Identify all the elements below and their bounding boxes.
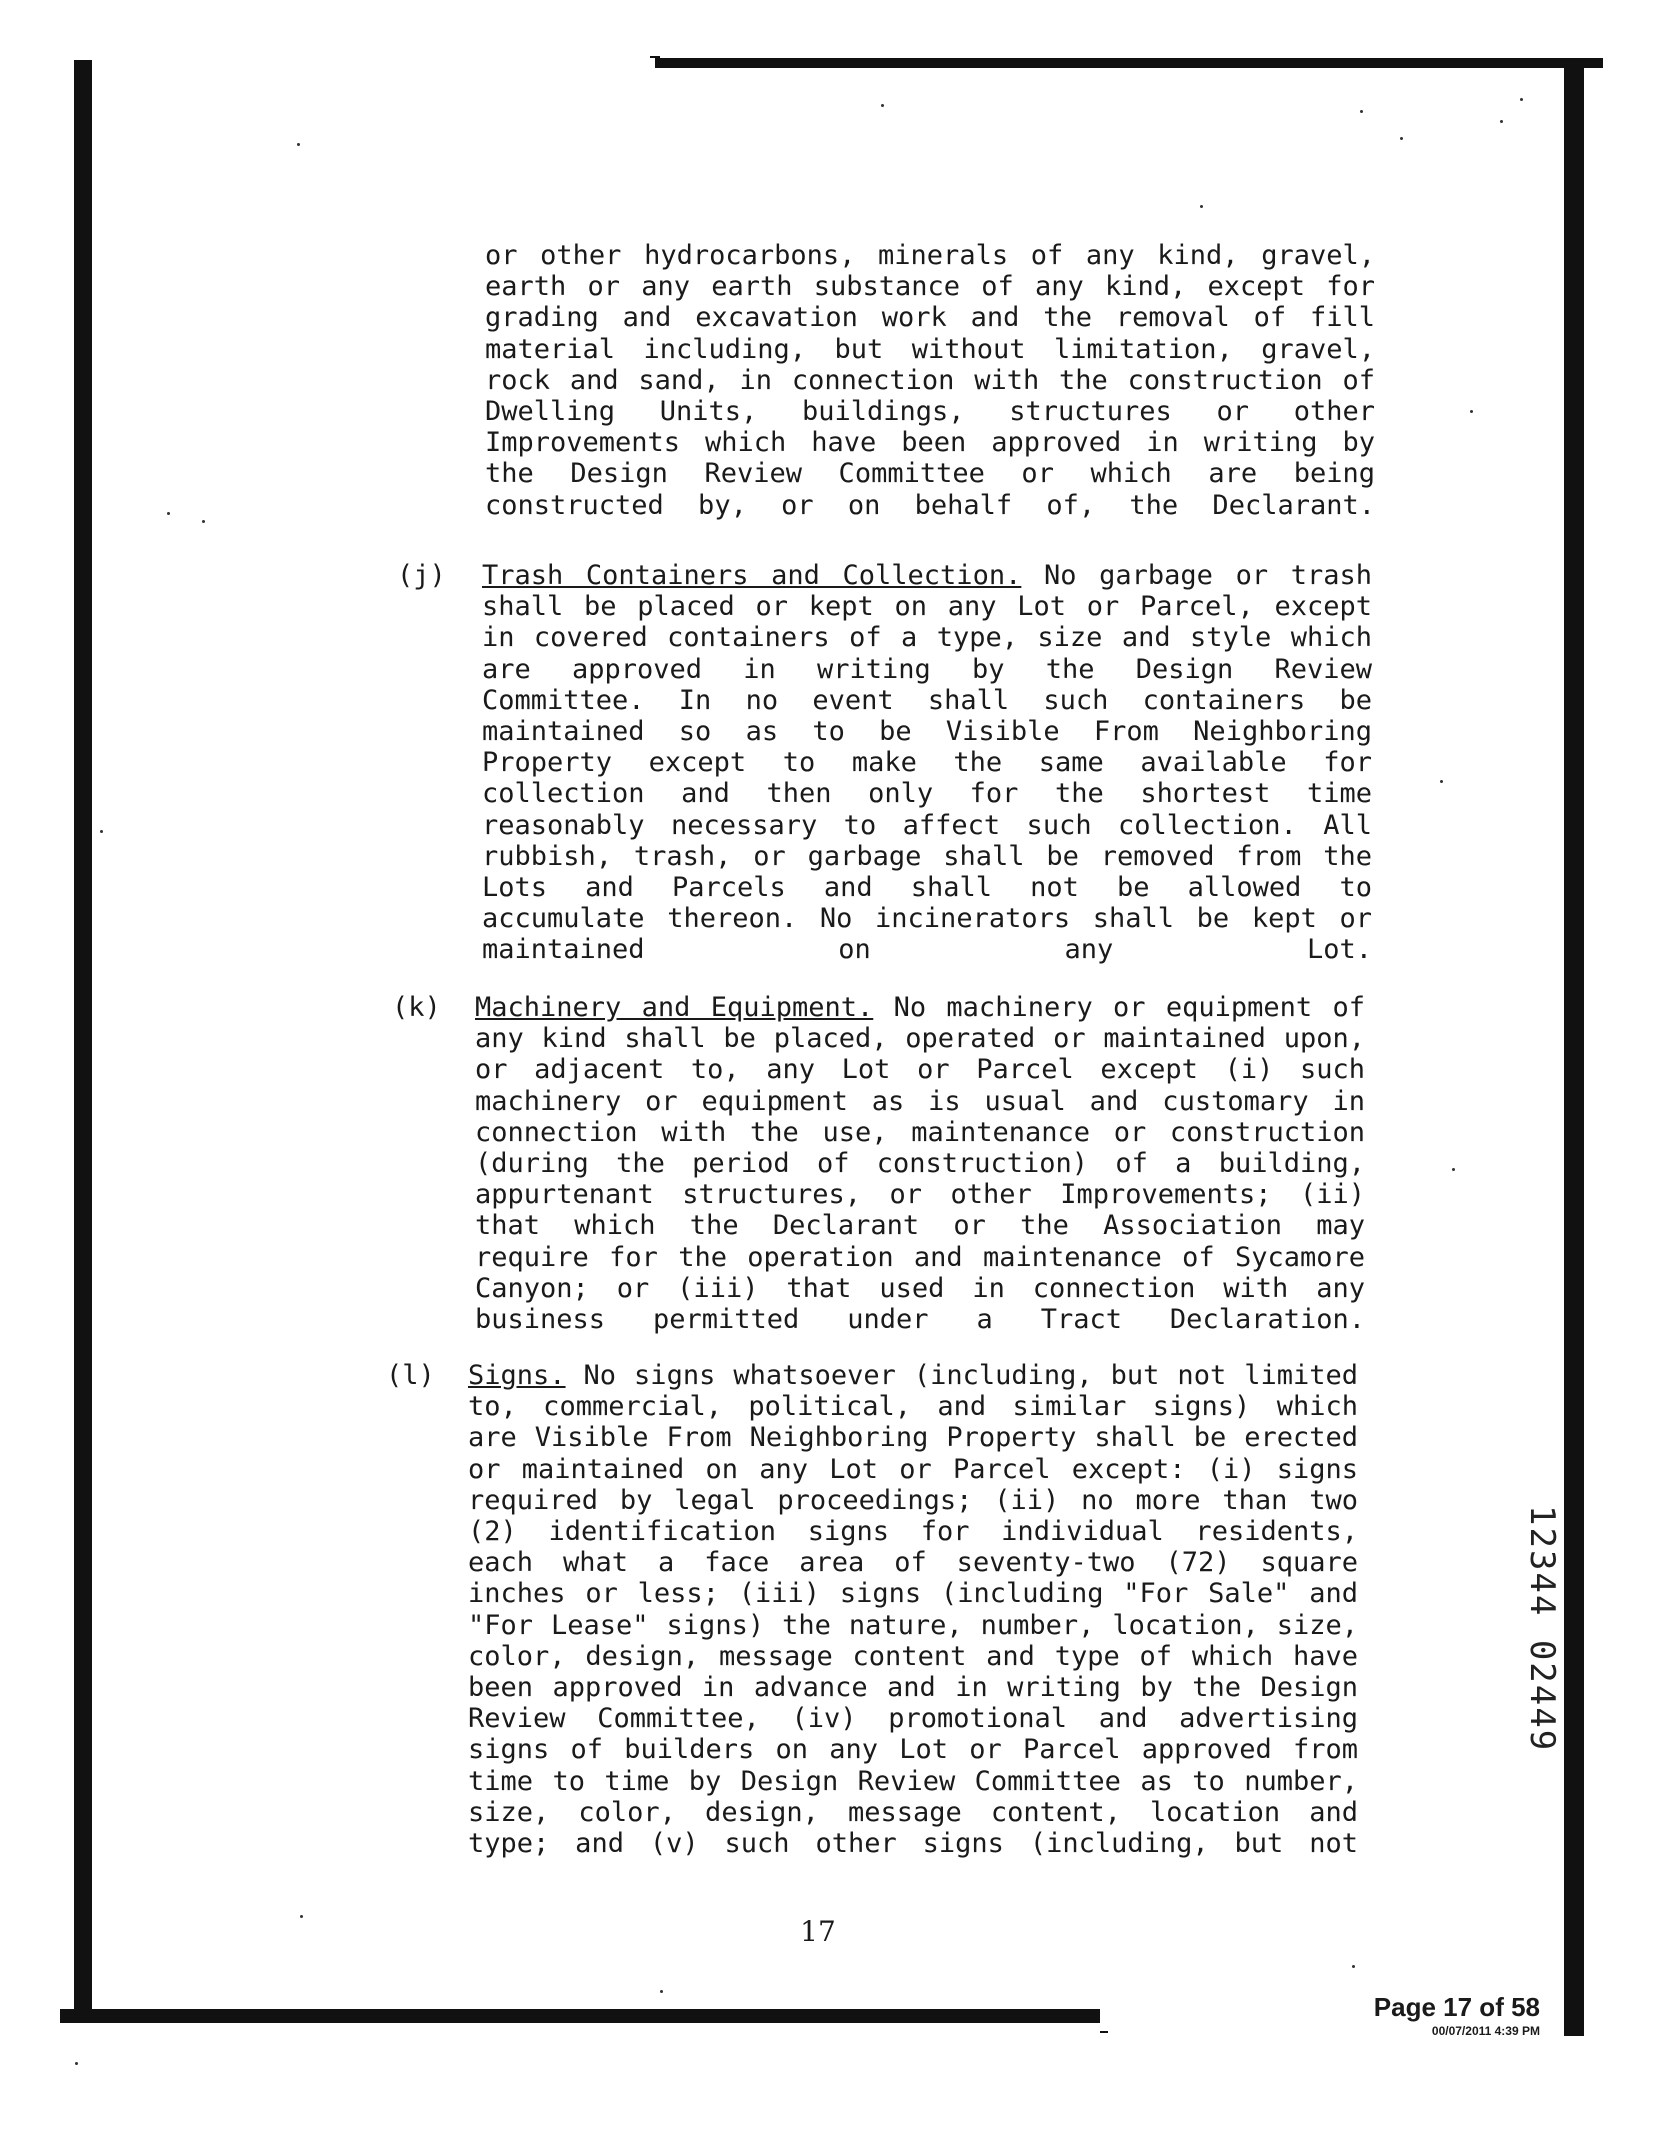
scan-border-right bbox=[1564, 60, 1584, 2036]
scan-border-bottom bbox=[60, 2009, 1100, 2023]
section-label: (j) bbox=[397, 560, 446, 591]
section-label: (l) bbox=[386, 1360, 435, 1391]
section-heading: Signs. bbox=[468, 1360, 566, 1391]
scan-speck bbox=[1452, 1168, 1455, 1171]
section-body bbox=[482, 560, 1372, 966]
scan-speck bbox=[1400, 137, 1403, 140]
scan-border-top bbox=[655, 58, 1603, 68]
scan-speck bbox=[300, 1915, 303, 1918]
scan-speck bbox=[1200, 205, 1203, 208]
scan-speck bbox=[1470, 410, 1473, 413]
section-heading: Machinery and Equipment. bbox=[475, 992, 874, 1023]
scan-border-bottom-tick bbox=[1100, 2031, 1108, 2033]
section-heading: Trash Containers and Collection. bbox=[482, 560, 1022, 591]
scan-speck bbox=[660, 1990, 663, 1993]
scan-speck bbox=[167, 512, 170, 515]
print-timestamp: 00/07/2011 4:39 PM bbox=[1431, 2024, 1540, 2038]
section-body bbox=[468, 1360, 1358, 1859]
continuation-paragraph: or other hydrocarbons, minerals of any kind, gravel, earth or any earth substance of any kind, except for grading and excavation work and the removal of fill material including, but without limitation, gravel, rock and sand, in connection with the construction of Dwelling Units, buildings, structures or other Improvements which have been approved in writing by the Design Review Committee or which are being constructed by, or on behalf of, the Declarant. bbox=[485, 240, 1375, 521]
scan-speck bbox=[297, 143, 300, 146]
section-body bbox=[475, 992, 1365, 1335]
recording-number: 12344 02449 bbox=[1522, 1505, 1562, 1753]
scan-speck bbox=[1360, 110, 1363, 113]
scan-speck bbox=[1520, 98, 1523, 101]
scan-speck bbox=[1352, 1965, 1355, 1968]
page-of-label: Page 17 of 58 bbox=[1373, 1992, 1540, 2022]
scan-speck bbox=[100, 830, 103, 833]
section-text: No garbage or trash shall be placed or kept on any Lot or Parcel, except in covered containers of a type, size and style which are approved in writing by the Design Review Committee. In no event shall such containers be maintained so as to be Visible From Neighboring Property except to make the same available for collection and then only for the shortest time reasonably necessary to affect such collection. All rubbish, trash, or garbage shall be removed from the Lots and Parcels and shall not be allowed to accumulate thereon. No incinerators shall be kept or maintained on any Lot. bbox=[482, 560, 1373, 966]
scan-speck bbox=[1500, 120, 1503, 123]
scan-speck bbox=[881, 104, 884, 107]
section-text: No signs whatsoever (including, but not limited to, commercial, political, and similar signs) which are Visible From Neighboring Property shall be erected or maintained on any Lot or Parcel except: (i) signs required by legal proceedings; (ii) no more than two (2) identification signs for individual residents, each what a face area of seventy-two (72) square inches or less; (iii) signs (including "For Sale" and "For Lease" signs) the nature, number, location, size, color, design, message content and type of which have been approved in advance and in writing by the Design Review Committee, (iv) promotional and advertising signs of builders on any Lot or Parcel approved from time to time by Design Review Committee as to number, size, color, design, message content, location and type; and (v) such other signs (including, but not bbox=[468, 1360, 1358, 1860]
scan-speck bbox=[202, 520, 205, 523]
scan-border-left bbox=[74, 60, 92, 2020]
scan-speck bbox=[75, 2062, 78, 2065]
page-number: 17 bbox=[800, 1915, 836, 1948]
section-text: No machinery or equipment of any kind shall be placed, operated or maintained upon, or adjacent to, any Lot or Parcel except (i) such machinery or equipment as is usual and customary in connection with the use, maintenance or construction (during the period of construction) of a building, appurtenant structures, or other Improvements; (ii) that which the Declarant or the Association may require for the operation and maintenance of Sycamore Canyon; or (iii) that used in connection with any business permitted under a Tract Declaration. bbox=[475, 992, 1365, 1336]
scan-speck bbox=[1440, 780, 1443, 783]
section-label: (k) bbox=[392, 992, 441, 1023]
